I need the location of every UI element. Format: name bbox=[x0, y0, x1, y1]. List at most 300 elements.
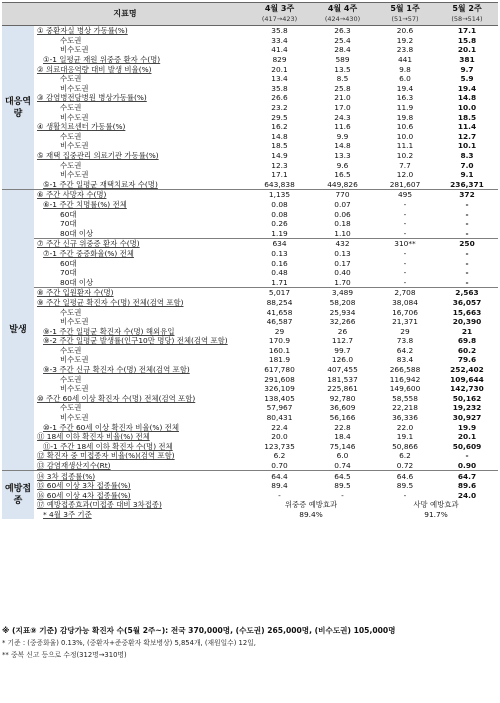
indicator-value: 20.1 bbox=[271, 64, 288, 74]
indicator-value: 0.08 bbox=[271, 209, 288, 219]
table-row bbox=[2, 422, 498, 432]
indicator-table bbox=[2, 2, 498, 519]
table-row bbox=[2, 93, 498, 103]
indicator-value: - bbox=[403, 199, 407, 209]
indicator-value: 25.8 bbox=[334, 83, 351, 93]
indicator-value: 0.07 bbox=[334, 199, 351, 209]
indicator-value: - bbox=[403, 268, 407, 278]
indicator-value: 181,537 bbox=[327, 374, 358, 384]
indicator-value: 64.6 bbox=[374, 471, 436, 481]
indicator-value: 91.7% bbox=[424, 509, 448, 519]
indicator-label: ⑨ 주간 일평균 확진자 수(명) 전체(검역 포함) bbox=[37, 297, 184, 307]
indicator-value: 89.6 bbox=[457, 481, 477, 491]
indicator-value: 1.19 bbox=[271, 228, 288, 238]
indicator-value: 0.72 bbox=[396, 461, 414, 471]
indicator-label: 60대 bbox=[60, 209, 77, 219]
indicator-value: - bbox=[403, 490, 407, 500]
indicator-value: 6.2 bbox=[399, 451, 411, 461]
indicator-value: 1.71 bbox=[271, 277, 288, 287]
category-outbreak: 발생 bbox=[2, 190, 34, 471]
indicator-label: 비수도권 bbox=[60, 170, 89, 180]
indicator-value: 116,942 bbox=[389, 374, 421, 384]
indicator-label: ⑬ 감염재생산지수(Rt) bbox=[37, 461, 111, 471]
table-row bbox=[2, 336, 498, 346]
indicator-value: 8.3 bbox=[460, 151, 474, 161]
indicator-value: 20.1 bbox=[457, 45, 477, 55]
indicator-label: * 4월 3주 기준 bbox=[43, 509, 92, 519]
indicator-label: ⑥-1 주간 치명률(%) 전체 bbox=[43, 199, 127, 209]
indicator-value: 10.2 bbox=[396, 151, 414, 161]
indicator-label: 비수도권 bbox=[60, 45, 89, 55]
indicator-value: 50,609 bbox=[452, 441, 482, 451]
indicator-value: 92,780 bbox=[329, 393, 356, 403]
table-row bbox=[2, 384, 498, 394]
indicator-value: 20,390 bbox=[452, 317, 482, 327]
table-row bbox=[2, 461, 498, 471]
indicator-value: 57,967 bbox=[266, 403, 293, 413]
indicator-value: - bbox=[403, 209, 407, 219]
table-row bbox=[2, 481, 498, 491]
indicator-value: 36,609 bbox=[329, 403, 356, 413]
indicator-value: 46,587 bbox=[266, 317, 293, 327]
indicator-value: - bbox=[465, 258, 469, 268]
indicator-value: 0.48 bbox=[271, 268, 288, 278]
indicator-label: ①-1 일평균 재원 위중증 환자 수(명) bbox=[43, 55, 161, 65]
indicator-value: 2,708 bbox=[374, 288, 436, 298]
indicator-value: 41,658 bbox=[266, 307, 293, 317]
indicator-value: 326,109 bbox=[264, 384, 295, 394]
indicator-value: 11.1 bbox=[396, 141, 414, 151]
indicator-value: 58,558 bbox=[392, 393, 418, 403]
indicator-value: 36,336 bbox=[392, 413, 418, 423]
indicator-value: 17.1 bbox=[271, 170, 288, 180]
indicator-table-container bbox=[2, 2, 498, 519]
indicator-label: ① 중환자실 병상 가동률(%) bbox=[34, 26, 248, 36]
indicator-value: 25.4 bbox=[334, 35, 351, 45]
indicator-value: 0.08 bbox=[271, 199, 288, 209]
indicator-value: - bbox=[403, 277, 407, 287]
table-row bbox=[2, 413, 498, 423]
indicator-value: 252,402 bbox=[450, 365, 484, 375]
indicator-value: 88,254 bbox=[266, 297, 293, 307]
indicator-value: 0.26 bbox=[271, 219, 288, 229]
indicator-label: ⑦ 주간 신규 위중증 환자 수(명) bbox=[34, 239, 248, 249]
indicator-label: ⑨-1 주간 일평균 확진자 수(명) 해외유입 bbox=[43, 326, 175, 336]
indicator-label: ⑦-1 주간 중증화율(%) 전체 bbox=[43, 248, 134, 258]
indicator-value: 149,600 bbox=[389, 384, 421, 394]
table-row bbox=[2, 403, 498, 413]
indicator-value: 26 bbox=[337, 326, 348, 336]
indicator-label: ⑪-1 주간 18세 이하 확진자 수(명) 전체 bbox=[43, 441, 173, 451]
indicator-label: 수도권 bbox=[60, 403, 82, 413]
indicator-label: ③ 감염병전담병원 병상가동률(%) bbox=[37, 93, 147, 103]
indicator-value: 64.2 bbox=[396, 345, 414, 355]
indicator-value: 109,644 bbox=[450, 374, 484, 384]
indicator-value: 21 bbox=[461, 326, 473, 336]
indicator-value: 372 bbox=[436, 190, 498, 200]
indicator-value: 250 bbox=[436, 239, 498, 249]
indicator-label: 비수도권 bbox=[60, 384, 89, 394]
indicator-value: 50,162 bbox=[452, 393, 482, 403]
indicator-value: 170.9 bbox=[268, 336, 291, 346]
indicator-label: 비수도권 bbox=[60, 355, 89, 365]
indicator-value: 9.1 bbox=[460, 170, 474, 180]
indicator-value: 64.5 bbox=[311, 471, 374, 481]
indicator-value: - bbox=[465, 209, 469, 219]
indicator-label: ⑥ 주간 사망자 수(명) bbox=[34, 190, 248, 200]
indicator-value: 432 bbox=[311, 239, 374, 249]
table-row bbox=[2, 200, 498, 210]
indicator-value: - bbox=[465, 248, 469, 258]
indicator-value: 17.1 bbox=[436, 26, 498, 36]
indicator-label: 비수도권 bbox=[60, 112, 89, 122]
header-week-4: 5월 2주 (58→514) bbox=[436, 3, 498, 26]
footnote-correction: ** 중복 신고 등으로 수정(312명→310명) bbox=[2, 651, 127, 659]
indicator-value: 236,371 bbox=[450, 179, 484, 189]
indicator-value: 19.4 bbox=[396, 83, 414, 93]
indicator-label: 수도권 bbox=[60, 74, 82, 84]
indicator-value: 6.0 bbox=[399, 74, 411, 84]
table-row bbox=[2, 277, 498, 287]
indicator-value: 12.7 bbox=[457, 131, 477, 141]
table-row bbox=[2, 190, 498, 200]
indicator-label: ⑭ 3차 접종률(%) bbox=[34, 471, 248, 481]
indicator-value: 9.8 bbox=[399, 64, 411, 74]
indicator-label: 80대 이상 bbox=[60, 277, 94, 287]
indicator-value: 11.4 bbox=[457, 122, 477, 132]
table-row bbox=[2, 258, 498, 268]
indicator-value: 495 bbox=[374, 190, 436, 200]
indicator-value: 381 bbox=[459, 55, 475, 65]
indicator-value: 16,706 bbox=[392, 307, 418, 317]
indicator-value: 0.40 bbox=[334, 268, 351, 278]
table-row bbox=[2, 84, 498, 94]
indicator-value: 41.4 bbox=[271, 45, 288, 55]
indicator-value: 28.4 bbox=[334, 45, 351, 55]
table-row bbox=[2, 268, 498, 278]
table-row bbox=[2, 239, 498, 249]
indicator-value: 126.0 bbox=[331, 355, 354, 365]
table-row bbox=[2, 394, 498, 404]
indicator-value: - bbox=[341, 490, 344, 500]
indicator-value: - bbox=[403, 228, 407, 238]
indicator-value: 69.8 bbox=[457, 336, 477, 346]
indicator-value: 12.0 bbox=[396, 170, 414, 180]
indicator-value: 112.7 bbox=[331, 336, 354, 346]
indicator-value: 17.0 bbox=[334, 103, 351, 113]
header-indicator: 지표명 bbox=[2, 3, 248, 26]
indicator-value: 643,838 bbox=[264, 179, 295, 189]
category-capacity: 대응역량 bbox=[2, 26, 34, 190]
indicator-value: 2,563 bbox=[436, 288, 498, 298]
footnote-capacity: ※ (지표⑨ 기준) 감당가능 확진자 수(5월 2주~): 전국 370,000명, (수도권) 265,000명, (비수도권) 105,000명 bbox=[2, 626, 396, 635]
indicator-value: 142,730 bbox=[450, 384, 484, 394]
indicator-value: 281,607 bbox=[389, 179, 421, 189]
indicator-value: 1.70 bbox=[334, 277, 351, 287]
indicator-label: 수도권 bbox=[60, 374, 82, 384]
indicator-value: 35.8 bbox=[271, 83, 288, 93]
indicator-value: 24.3 bbox=[334, 112, 351, 122]
indicator-value: 8.5 bbox=[336, 74, 349, 84]
table-row bbox=[2, 471, 498, 481]
indicator-value: 36,057 bbox=[452, 297, 482, 307]
indicator-value: 29 bbox=[274, 326, 285, 336]
indicator-value: 12.3 bbox=[271, 160, 288, 170]
indicator-label: 80대 이상 bbox=[60, 228, 94, 238]
indicator-value: 0.13 bbox=[271, 248, 288, 258]
indicator-value: - bbox=[465, 277, 469, 287]
indicator-value: 0.17 bbox=[334, 258, 351, 268]
indicator-value: 79.6 bbox=[457, 355, 477, 365]
indicator-value: 0.70 bbox=[271, 461, 288, 471]
indicator-value: 33.4 bbox=[271, 35, 288, 45]
indicator-value: 89.4% bbox=[299, 509, 323, 519]
indicator-label: ④ 생활치료센터 가동률(%) bbox=[37, 122, 126, 132]
table-row bbox=[2, 442, 498, 452]
indicator-value: 617,780 bbox=[264, 365, 295, 375]
indicator-value: 6.2 bbox=[273, 451, 286, 461]
table-row bbox=[2, 45, 498, 55]
indicator-value: 160.1 bbox=[268, 345, 291, 355]
indicator-value: 14.8 bbox=[334, 141, 351, 151]
indicator-label: 비수도권 bbox=[60, 317, 89, 327]
indicator-value: 449,826 bbox=[327, 179, 358, 189]
indicator-value: 19.8 bbox=[396, 112, 414, 122]
indicator-value: 21,371 bbox=[392, 317, 418, 327]
indicator-value: 14.8 bbox=[457, 93, 477, 103]
table-row bbox=[2, 491, 498, 501]
indicator-label: 비수도권 bbox=[60, 141, 89, 151]
indicator-value: 770 bbox=[311, 190, 374, 200]
indicator-value: 5.9 bbox=[460, 74, 474, 84]
indicator-label: ⑨-3 주간 신규 확진자 수(명) 전체(검역 포함) bbox=[43, 365, 190, 375]
indicator-value: 29 bbox=[400, 326, 410, 336]
indicator-label: 70대 bbox=[60, 268, 77, 278]
indicator-value: 181.9 bbox=[268, 355, 291, 365]
table-row bbox=[2, 151, 498, 161]
indicator-value: 29.5 bbox=[271, 112, 288, 122]
indicator-value: 30,927 bbox=[452, 413, 482, 423]
indicator-label: ⑩-1 주간 60세 이상 확진자 비율(%) 전체 bbox=[43, 422, 179, 432]
indicator-label: ⑯ 60세 이상 4차 접종률(%) bbox=[37, 490, 131, 500]
indicator-value: 123,735 bbox=[264, 441, 295, 451]
indicator-label: 비수도권 bbox=[60, 413, 89, 423]
table-row bbox=[2, 64, 498, 74]
indicator-value: 0.18 bbox=[334, 219, 351, 229]
indicator-value: 22,218 bbox=[392, 403, 418, 413]
indicator-value: 0.06 bbox=[334, 209, 351, 219]
indicator-label: ⑤-1 주간 일평균 재택치료자 수(명) bbox=[43, 179, 158, 189]
indicator-value: 73.8 bbox=[396, 336, 414, 346]
indicator-value: 사망 예방효과 bbox=[413, 500, 459, 510]
indicator-value: 18.4 bbox=[334, 432, 351, 442]
indicator-value: - bbox=[403, 248, 407, 258]
indicator-value: 20.6 bbox=[374, 26, 436, 36]
indicator-value: 1,135 bbox=[248, 190, 311, 200]
indicator-value: 19.2 bbox=[396, 35, 414, 45]
indicator-value: 22.0 bbox=[396, 422, 414, 432]
table-row bbox=[2, 307, 498, 317]
indicator-value: 225,861 bbox=[327, 384, 358, 394]
indicator-value: 0.90 bbox=[457, 461, 477, 471]
indicator-value: 407,455 bbox=[327, 365, 358, 375]
table-row bbox=[2, 326, 498, 336]
indicator-value: 58,208 bbox=[329, 297, 356, 307]
indicator-value: 89.4 bbox=[271, 481, 288, 491]
table-row bbox=[2, 365, 498, 375]
indicator-label: 수도권 bbox=[60, 103, 82, 113]
indicator-value: 13.3 bbox=[334, 151, 351, 161]
table-row bbox=[2, 432, 498, 442]
indicator-value: 5,017 bbox=[248, 288, 311, 298]
indicator-value: 60.2 bbox=[457, 345, 477, 355]
table-header-row bbox=[2, 3, 498, 26]
indicator-value: 22.4 bbox=[271, 422, 288, 432]
indicator-value: 14.9 bbox=[271, 151, 288, 161]
indicator-value: 26.3 bbox=[311, 26, 374, 36]
indicator-value: 10.0 bbox=[396, 131, 414, 141]
indicator-value: 18.5 bbox=[457, 112, 477, 122]
table-row bbox=[2, 132, 498, 142]
indicator-label: 수도권 bbox=[60, 307, 82, 317]
indicator-value: 14.8 bbox=[271, 131, 288, 141]
indicator-value: 64.7 bbox=[436, 471, 498, 481]
indicator-label: 수도권 bbox=[60, 131, 82, 141]
indicator-label: 60대 bbox=[60, 258, 77, 268]
header-week-2: 4월 4주 (424→430) bbox=[311, 3, 374, 26]
indicator-value: 20.1 bbox=[457, 432, 477, 442]
table-row bbox=[2, 112, 498, 122]
indicator-value: 0.13 bbox=[334, 248, 351, 258]
indicator-value: 7.0 bbox=[460, 160, 474, 170]
table-row bbox=[2, 55, 498, 65]
category-vaccination: 예방접종 bbox=[2, 471, 34, 519]
table-row bbox=[2, 346, 498, 356]
table-row bbox=[2, 160, 498, 170]
indicator-value: 23.2 bbox=[271, 103, 288, 113]
table-row bbox=[2, 355, 498, 365]
indicator-value: 589 bbox=[335, 55, 350, 65]
indicator-value: 50,866 bbox=[392, 441, 418, 451]
footnote-criteria: * 기준 : (중증화율) 0.13%, (중환자+준중환자 확보병상) 5,854개, (재원일수) 12일, bbox=[2, 639, 256, 647]
indicator-value: 16.5 bbox=[334, 170, 351, 180]
table-row bbox=[2, 170, 498, 180]
header-week-1: 4월 3주 (417→423) bbox=[248, 3, 311, 26]
indicator-value: - bbox=[465, 199, 469, 209]
indicator-label: ② 의료대응역량 대비 발생 비율(%) bbox=[37, 64, 152, 74]
indicator-label: ⑰ 예방접종효과(미접종 대비 3차접종) bbox=[37, 500, 162, 510]
indicator-value: 56,166 bbox=[329, 413, 356, 423]
table-row bbox=[2, 36, 498, 46]
indicator-value: - bbox=[465, 219, 469, 229]
indicator-value: - bbox=[465, 451, 469, 461]
indicator-value: 18.5 bbox=[271, 141, 288, 151]
table-row bbox=[2, 74, 498, 84]
indicator-label: ⑤ 재택 집중관리 의료기관 가동률(%) bbox=[37, 151, 159, 161]
indicator-value: 23.8 bbox=[396, 45, 414, 55]
table-row bbox=[2, 374, 498, 384]
indicator-value: 9.6 bbox=[336, 160, 349, 170]
indicator-label: ⑩ 주간 60세 이상 확진자 수(명) 전체(검역 포함) bbox=[37, 393, 196, 403]
indicator-value: 25,934 bbox=[329, 307, 356, 317]
indicator-value: 291,608 bbox=[264, 374, 295, 384]
indicator-value: 22.8 bbox=[334, 422, 351, 432]
indicator-value: 7.7 bbox=[399, 160, 411, 170]
indicator-value: 15.8 bbox=[457, 35, 477, 45]
indicator-value: 0.16 bbox=[271, 258, 288, 268]
indicator-value: 89.5 bbox=[334, 481, 351, 491]
table-row bbox=[2, 288, 498, 298]
table-row bbox=[2, 228, 498, 238]
indicator-value: 11.9 bbox=[396, 103, 414, 113]
indicator-label: 수도권 bbox=[60, 160, 82, 170]
indicator-label: ⑫ 확진자 중 미접종자 비율(%)(검역 포함) bbox=[37, 451, 175, 461]
header-week-3: 5월 1주 (51→57) bbox=[374, 3, 436, 26]
indicator-value: - bbox=[465, 268, 469, 278]
table-row bbox=[2, 209, 498, 219]
indicator-label: 비수도권 bbox=[60, 83, 89, 93]
indicator-value: 35.8 bbox=[248, 26, 311, 36]
indicator-value: 80,431 bbox=[266, 413, 293, 423]
indicator-label: 수도권 bbox=[60, 345, 82, 355]
indicator-value: 9.7 bbox=[460, 64, 474, 74]
indicator-value: 89.5 bbox=[396, 481, 414, 491]
indicator-label: 70대 bbox=[60, 219, 77, 229]
indicator-value: 75,146 bbox=[329, 441, 356, 451]
indicator-value: 9.9 bbox=[336, 131, 349, 141]
indicator-value: 266,588 bbox=[389, 365, 421, 375]
indicator-value: 138,405 bbox=[264, 393, 295, 403]
indicator-value: 99.7 bbox=[334, 345, 351, 355]
indicator-value: 16.3 bbox=[396, 93, 414, 103]
indicator-value: 16.2 bbox=[271, 122, 288, 132]
indicator-value: - bbox=[278, 490, 281, 500]
indicator-value: 20.0 bbox=[271, 432, 288, 442]
indicator-value: 310** bbox=[374, 239, 436, 249]
indicator-value: 3,489 bbox=[311, 288, 374, 298]
table-row bbox=[2, 317, 498, 327]
table-row bbox=[2, 103, 498, 113]
table-row bbox=[2, 298, 498, 308]
indicator-label: ⑨-2 주간 일평균 발생률(인구10만 명당) 전체(검역 포함) bbox=[43, 336, 228, 346]
table-row bbox=[2, 219, 498, 229]
table-row bbox=[2, 122, 498, 132]
table-row bbox=[2, 141, 498, 151]
indicator-value: 10.6 bbox=[396, 122, 414, 132]
table-row bbox=[2, 451, 498, 461]
indicator-value: 6.0 bbox=[336, 451, 349, 461]
table-row bbox=[2, 249, 498, 259]
indicator-value: 38,084 bbox=[392, 297, 418, 307]
table-row bbox=[2, 26, 498, 36]
indicator-value: 10.0 bbox=[457, 103, 477, 113]
indicator-value: 0.74 bbox=[334, 461, 351, 471]
table-row bbox=[2, 180, 498, 190]
indicator-value: 441 bbox=[397, 55, 413, 65]
indicator-value: 위중증 예방효과 bbox=[284, 500, 338, 510]
indicator-label: 수도권 bbox=[60, 35, 82, 45]
indicator-value: 24.0 bbox=[457, 490, 477, 500]
indicator-value: 26.6 bbox=[271, 93, 288, 103]
indicator-label: ⑪ 18세 이하 확진자 비율(%) 전체 bbox=[37, 432, 150, 442]
table-row bbox=[2, 510, 498, 520]
indicator-value: 634 bbox=[248, 239, 311, 249]
indicator-value: 829 bbox=[272, 55, 287, 65]
indicator-value: 11.6 bbox=[334, 122, 351, 132]
table-row bbox=[2, 500, 498, 510]
indicator-value: 19.1 bbox=[396, 432, 414, 442]
table-body bbox=[2, 26, 498, 520]
